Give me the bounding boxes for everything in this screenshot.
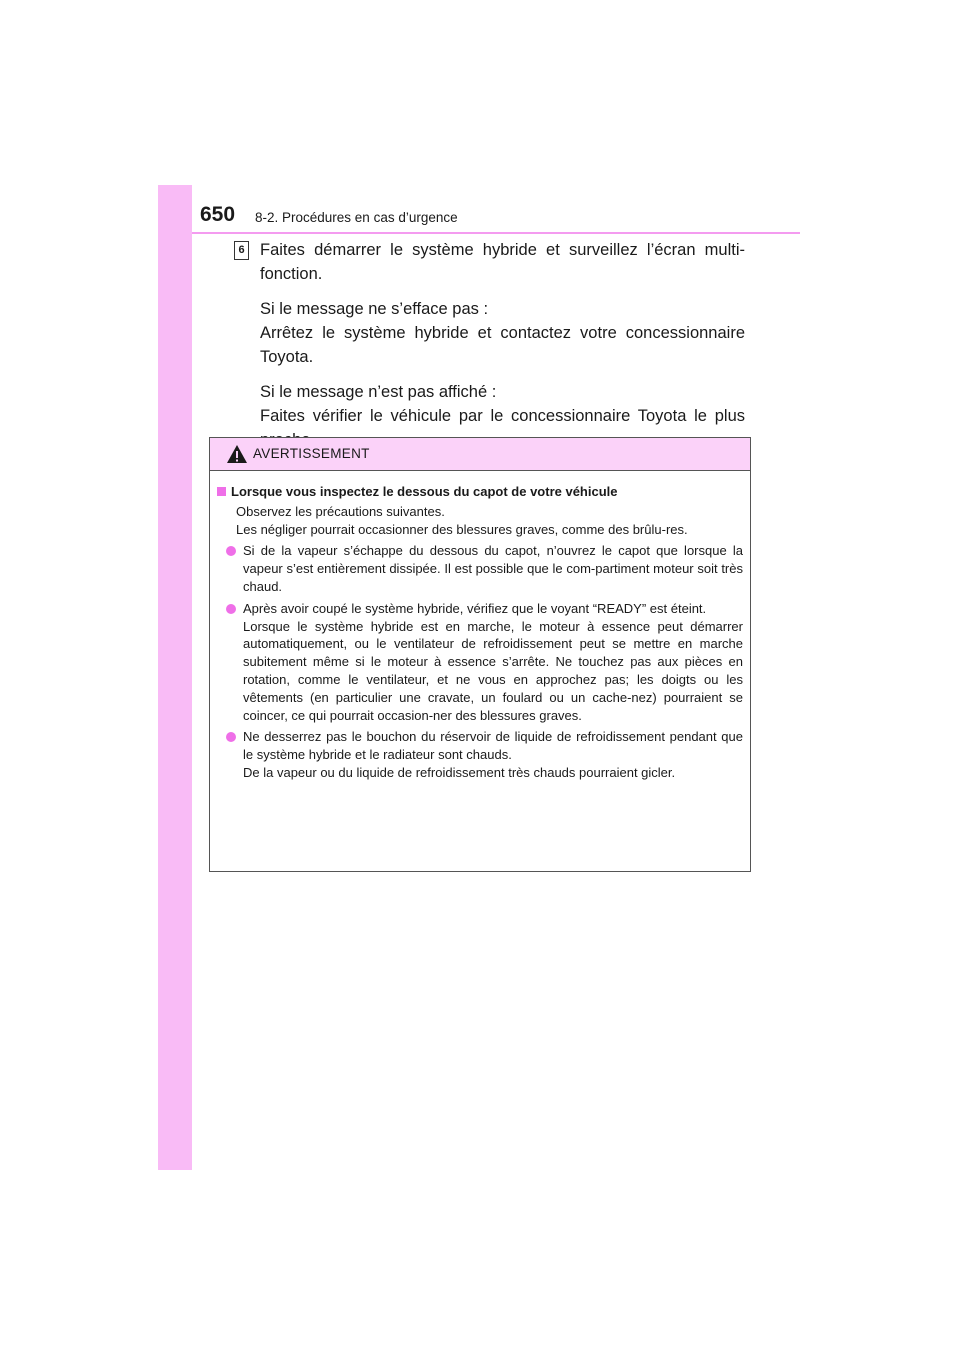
page-number: 650 (200, 203, 236, 226)
round-bullet-icon (226, 732, 236, 742)
warning-subhead: Lorsque vous inspectez le dessous du capot de votre véhicule (217, 483, 743, 501)
step-paragraph: Si le message n’est pas affiché : Faites vérifier le véhicule par le concessionnaire Toyota le plus (260, 383, 745, 425)
square-bullet-icon (217, 487, 226, 496)
warning-body (210, 471, 750, 782)
warning-item: Si de la vapeur s’échappe du dessous du capot, n’ouvrez le capot que lorsque la vapeur s’est entièrement dissipée. Il est possible que le com-partiment moteur soit très chaud. (217, 542, 743, 595)
side-color-band (158, 185, 192, 1170)
warning-intro: Observez les précautions suivantes. Les négliger pourrait occasionner des blessures graves, comme des brûlu-res. (236, 503, 688, 537)
warning-triangle-icon (226, 444, 248, 464)
step-text (260, 238, 745, 463)
step-paragraph: Faites démarrer le système hybride et surveillez l’écran multi-fonction. (260, 241, 745, 283)
warning-title: AVERTISSEMENT (253, 446, 370, 461)
section-title: 8-2. Procédures en cas d’urgence (255, 210, 458, 225)
step-paragraph: Si le message ne s’efface pas : Arrêtez le système hybride et contactez votre concessionnaire Toyota. (260, 300, 745, 366)
step-number-badge: 6 (234, 241, 249, 260)
warning-box (209, 437, 751, 872)
warning-header (210, 438, 750, 471)
round-bullet-icon (226, 604, 236, 614)
warning-item: Ne desserrez pas le bouchon du réservoir de liquide de refroidissement pendant que le système hybride et le radiateur sont chauds. De la vapeur ou du liquide de refroidissement très chauds pourraient gicler. (217, 728, 743, 781)
round-bullet-icon (226, 546, 236, 556)
header-rule (192, 232, 800, 234)
warning-item: Après avoir coupé le système hybride, vérifiez que le voyant “READY” est éteint. Lorsque le système hybride est en marche, le moteur à essence peut démarrer automatiquement, ou le ventilateur de refroidissement peut se mettre en marche subitement même si le moteur à essence s’arrête. Ne touchez pas aux pièces en rotation, comme le ventilateur, et ne vous en approchez pas; les doigts ou les vêtements (en particulier une cravate, un foulard ou un cache-nez) pourraient se coincer, ce qui pourrait occasion-ner des blessures graves. (217, 600, 743, 725)
